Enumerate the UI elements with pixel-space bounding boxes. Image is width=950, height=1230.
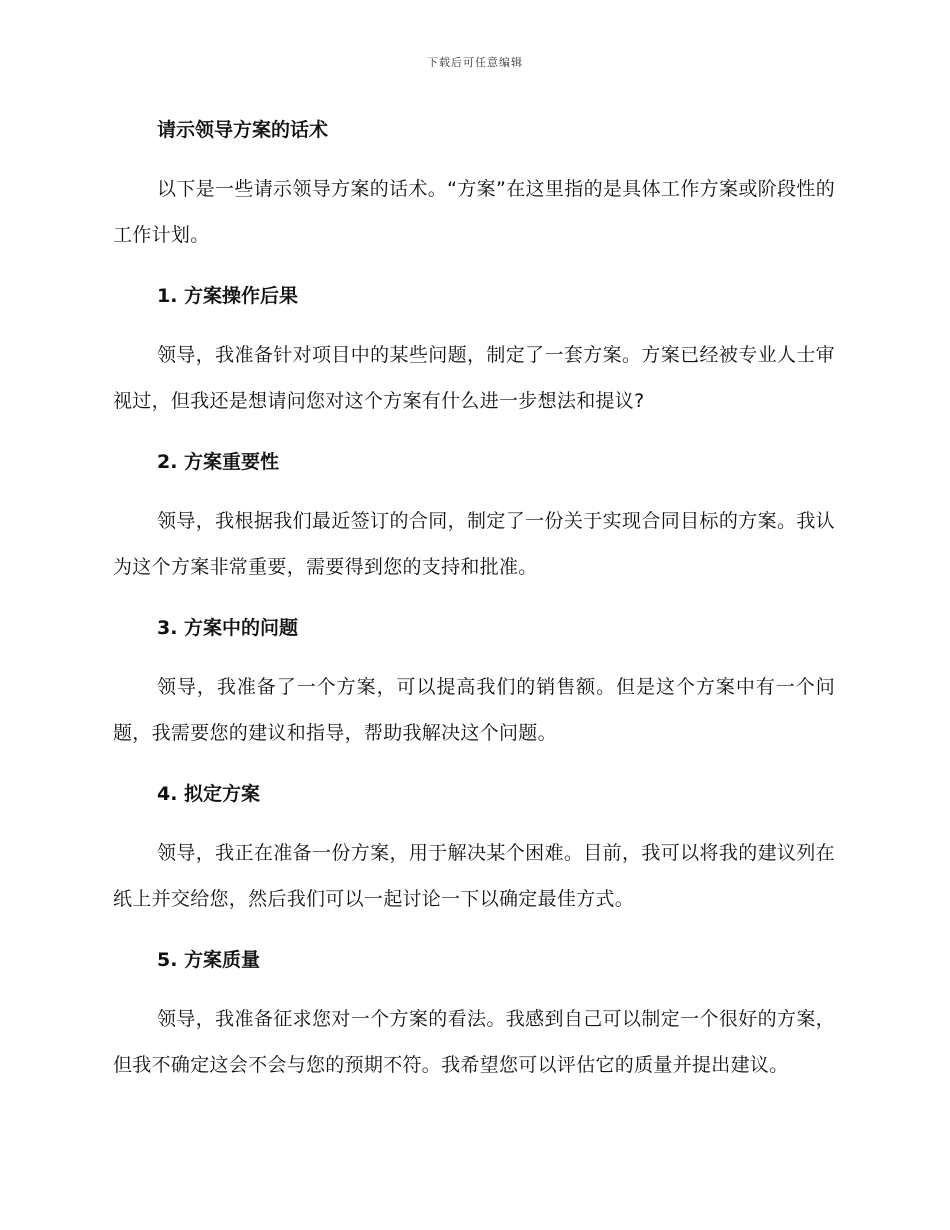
section-heading-4: 4. 拟定方案	[157, 783, 261, 805]
section-body-1: 领导，我准备针对项目中的某些问题，制定了一套方案。方案已经被专业人士审视过，但我还是想请问您对这个方案有什么进一步想法和提议?	[113, 344, 835, 412]
section-body-2: 领导，我根据我们最近签订的合同，制定了一份关于实现合同目标的方案。我认为这个方案非常重要，需要得到您的支持和批准。	[113, 510, 835, 578]
section-heading-1: 1. 方案操作后果	[157, 285, 299, 307]
document-title: 请示领导方案的话术	[157, 119, 329, 141]
header-note: 下载后可任意编辑	[427, 56, 523, 69]
section-body-4: 领导，我正在准备一份方案，用于解决某个困难。目前，我可以将我的建议列在纸上并交给您，然后我们可以一起讨论一下以确定最佳方式。	[113, 842, 835, 910]
section-body-3: 领导，我准备了一个方案，可以提高我们的销售额。但是这个方案中有一个问题，我需要您的建议和指导，帮助我解决这个问题。	[113, 676, 835, 744]
section-body-5: 领导，我准备征求您对一个方案的看法。我感到自己可以制定一个很好的方案，但我不确定这会不会与您的预期不符。我希望您可以评估它的质量并提出建议。	[113, 1008, 835, 1076]
document-body	[113, 112, 835, 1088]
section-heading-5: 5. 方案质量	[157, 949, 261, 971]
section-heading-3: 3. 方案中的问题	[157, 617, 299, 639]
section-heading-2: 2. 方案重要性	[157, 451, 280, 473]
intro-paragraph: 以下是一些请示领导方案的话术。“方案”在这里指的是具体工作方案或阶段性的工作计划。	[113, 178, 835, 246]
